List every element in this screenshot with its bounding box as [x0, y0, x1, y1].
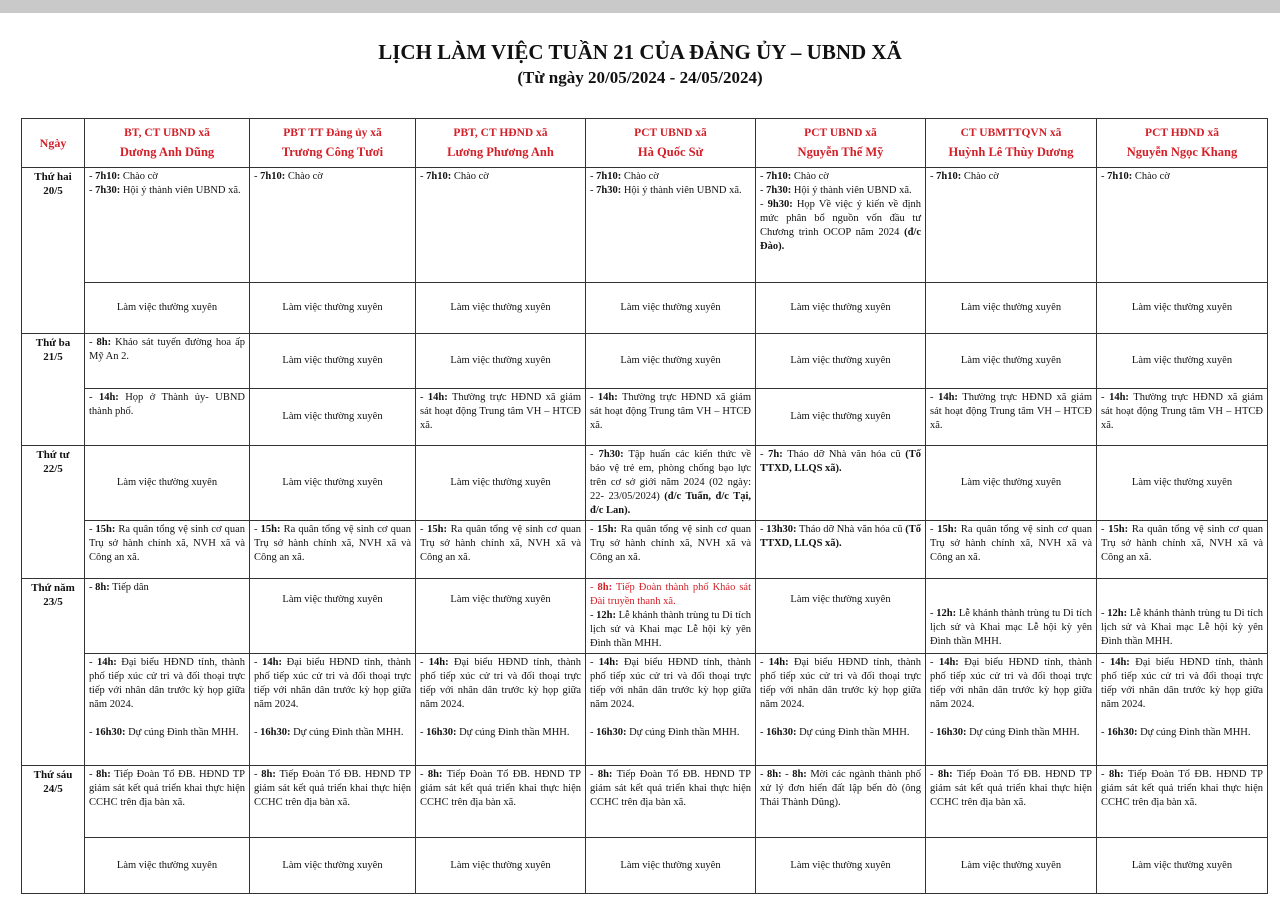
table-row	[22, 521, 1268, 579]
table-row	[22, 334, 1268, 389]
header-title: PCT UBND xã	[634, 127, 707, 139]
routine-cell: Làm việc thường xuyên	[85, 446, 250, 521]
table-row	[22, 654, 1268, 766]
routine-cell: Làm việc thường xuyên	[756, 334, 926, 389]
schedule-cell: - 13h30: Tháo dỡ Nhà văn hóa cũ (Tổ TTXD, LLQS xã).	[756, 521, 926, 579]
routine-cell: Làm việc thường xuyên	[1097, 283, 1268, 334]
header-row	[22, 119, 1268, 168]
routine-cell: Làm việc thường xuyên	[756, 579, 926, 654]
schedule-cell: - 8h: Tiếp Đoàn Tổ ĐB. HĐND TP giám sát kết quả triển khai thực hiện CCHC trên địa bàn xã.	[85, 766, 250, 838]
routine-cell: Làm việc thường xuyên	[85, 838, 250, 894]
routine-cell: Làm việc thường xuyên	[250, 838, 416, 894]
schedule-cell: - 7h10: Chào cờ	[926, 168, 1097, 283]
header-title: PBT TT Đảng ủy xã	[283, 127, 382, 139]
routine-cell: Làm việc thường xuyên	[1097, 838, 1268, 894]
header-title: PCT HĐND xã	[1145, 127, 1219, 139]
routine-cell: Làm việc thường xuyên	[1097, 334, 1268, 389]
routine-cell: Làm việc thường xuyên	[756, 389, 926, 446]
header-name: Lương Phương Anh	[447, 145, 554, 159]
routine-cell: Làm việc thường xuyên	[416, 283, 586, 334]
table-row	[22, 766, 1268, 838]
schedule-cell: - 15h: Ra quân tổng vệ sinh cơ quan Trụ sở hành chính xã, NVH xã và Công an xã.	[250, 521, 416, 579]
schedule-cell: - 12h: Lễ khánh thành trùng tu Di tích lịch sử và Khai mạc Lễ hội kỳ yên Đình thần MHH.	[1097, 579, 1268, 654]
table-row	[22, 168, 1268, 283]
routine-cell: Làm việc thường xuyên	[250, 334, 416, 389]
schedule-cell: - 7h10: Chào cờ - 7h30: Hội ý thành viên UBND xã.	[85, 168, 250, 283]
header-title: PBT, CT HĐND xã	[453, 127, 548, 139]
routine-cell: Làm việc thường xuyên	[416, 446, 586, 521]
schedule-cell: - 14h: Thường trực HĐND xã giám sát hoạt động Trung tâm VH – HTCĐ xã.	[416, 389, 586, 446]
header-name: Nguyễn Ngọc Khang	[1126, 145, 1238, 159]
schedule-cell: - 14h: Đại biểu HĐND tỉnh, thành phố tiếp xúc cử tri và đối thoại trực tiếp với nhân dân trước kỳ họp giữa năm 2024. - 16h30: Dự cúng Đình thần MHH.	[756, 654, 926, 766]
table-row	[22, 283, 1268, 334]
routine-cell: Làm việc thường xuyên	[250, 446, 416, 521]
header-name: Nguyễn Thế Mỹ	[797, 145, 884, 159]
schedule-cell: - 14h: Họp ở Thành ủy- UBND thành phố.	[85, 389, 250, 446]
header-col-1	[85, 119, 250, 168]
routine-cell: Làm việc thường xuyên	[416, 579, 586, 654]
schedule-cell: - 7h10: Chào cờ	[250, 168, 416, 283]
routine-cell: Làm việc thường xuyên	[926, 334, 1097, 389]
routine-cell: Làm việc thường xuyên	[926, 446, 1097, 521]
header-name: Huỳnh Lê Thùy Dương	[948, 145, 1074, 159]
schedule-cell: - 15h: Ra quân tổng vệ sinh cơ quan Trụ sở hành chính xã, NVH xã và Công an xã.	[586, 521, 756, 579]
routine-cell: Làm việc thường xuyên	[756, 838, 926, 894]
routine-cell: Làm việc thường xuyên	[416, 838, 586, 894]
schedule-cell: - 15h: Ra quân tổng vệ sinh cơ quan Trụ sở hành chính xã, NVH xã và Công an xã.	[1097, 521, 1268, 579]
schedule-cell: - 8h: Tiếp Đoàn Tổ ĐB. HĐND TP giám sát kết quả triển khai thực hiện CCHC trên địa bàn xã.	[1097, 766, 1268, 838]
routine-cell: Làm việc thường xuyên	[85, 283, 250, 334]
header-title: PCT UBND xã	[804, 127, 877, 139]
routine-cell: Làm việc thường xuyên	[1097, 446, 1268, 521]
day-cell: Thứ ba 21/5	[22, 334, 85, 446]
schedule-cell: - 8h: Tiếp dân	[85, 579, 250, 654]
routine-cell: Làm việc thường xuyên	[926, 283, 1097, 334]
routine-cell: Làm việc thường xuyên	[250, 389, 416, 446]
routine-cell: Làm việc thường xuyên	[416, 334, 586, 389]
schedule-cell: - 12h: Lễ khánh thành trùng tu Di tích lịch sử và Khai mạc Lễ hội kỳ yên Đình thần MHH.	[926, 579, 1097, 654]
schedule-cell: - 14h: Đại biểu HĐND tỉnh, thành phố tiếp xúc cử tri và đối thoại trực tiếp với nhân dân trước kỳ họp giữa năm 2024. - 16h30: Dự cúng Đình thần MHH.	[1097, 654, 1268, 766]
schedule-cell: - 8h: Tiếp Đoàn Tổ ĐB. HĐND TP giám sát kết quả triển khai thực hiện CCHC trên địa bàn xã.	[250, 766, 416, 838]
schedule-cell: - 14h: Thường trực HĐND xã giám sát hoạt động Trung tâm VH – HTCĐ xã.	[586, 389, 756, 446]
schedule-cell: - 14h: Đại biểu HĐND tỉnh, thành phố tiếp xúc cử tri và đối thoại trực tiếp với nhân dân trước kỳ họp giữa năm 2024. - 16h30: Dự cúng Đình thần MHH.	[586, 654, 756, 766]
page-subtitle: (Từ ngày 20/05/2024 - 24/05/2024)	[517, 68, 763, 87]
schedule-cell: - 8h: Khảo sát tuyến đường hoa ấp Mỹ An 2.	[85, 334, 250, 389]
routine-cell: Làm việc thường xuyên	[756, 283, 926, 334]
header-col-5	[756, 119, 926, 168]
day-cell: Thứ sáu 24/5	[22, 766, 85, 894]
header-col-4	[586, 119, 756, 168]
header-col-7	[1097, 119, 1268, 168]
table-row	[22, 389, 1268, 446]
header-col-3	[416, 119, 586, 168]
routine-cell: Làm việc thường xuyên	[586, 838, 756, 894]
header-name: Hà Quốc Sử	[637, 145, 704, 159]
routine-cell: Làm việc thường xuyên	[250, 579, 416, 654]
schedule-cell: - 7h10: Chào cờ - 7h30: Hội ý thành viên UBND xã. - 9h30: Họp Về việc ý kiến về định mức phân bổ nguồn vốn đầu tư Chương trình OCOP năm 2024 (đ/c Đào).	[756, 168, 926, 283]
schedule-cell: - 7h10: Chào cờ	[416, 168, 586, 283]
day-cell: Thứ tư 22/5	[22, 446, 85, 579]
header-col-6	[926, 119, 1097, 168]
schedule-cell: - 14h: Đại biểu HĐND tỉnh, thành phố tiếp xúc cử tri và đối thoại trực tiếp với nhân dân trước kỳ họp giữa năm 2024. - 16h30: Dự cúng Đình thần MHH.	[85, 654, 250, 766]
schedule-cell: - 14h: Thường trực HĐND xã giám sát hoạt động Trung tâm VH – HTCĐ xã.	[926, 389, 1097, 446]
schedule-table	[21, 118, 1268, 894]
schedule-cell: - 14h: Đại biểu HĐND tỉnh, thành phố tiếp xúc cử tri và đối thoại trực tiếp với nhân dân trước kỳ họp giữa năm 2024. - 16h30: Dự cúng Đình thần MHH.	[926, 654, 1097, 766]
header-title: CT UBMTTQVN xã	[960, 127, 1062, 139]
schedule-cell: - 15h: Ra quân tổng vệ sinh cơ quan Trụ sở hành chính xã, NVH xã và Công an xã.	[85, 521, 250, 579]
schedule-cell: - 14h: Thường trực HĐND xã giám sát hoạt động Trung tâm VH – HTCĐ xã.	[1097, 389, 1268, 446]
schedule-cell: - 8h: Tiếp Đoàn Tổ ĐB. HĐND TP giám sát kết quả triển khai thực hiện CCHC trên địa bàn xã.	[416, 766, 586, 838]
table-row	[22, 579, 1268, 654]
schedule-cell: - 8h: - 8h: Mời các ngành thành phố xử lý đơn hiến đất lập bến đò (ông Thái Thành Dũng).	[756, 766, 926, 838]
day-cell: Thứ năm 23/5	[22, 579, 85, 766]
schedule-cell: - 7h30: Tập huấn các kiến thức về bảo vệ trẻ em, phòng chống bạo lực trên cơ sở giới năm 2024 (02 ngày: 22- 23/05/2024) (đ/c Tuấn, đ/c Tại, đ/c Lan).	[586, 446, 756, 521]
header-day: Ngày	[22, 119, 85, 168]
schedule-cell: - 14h: Đại biểu HĐND tỉnh, thành phố tiếp xúc cử tri và đối thoại trực tiếp với nhân dân trước kỳ họp giữa năm 2024. - 16h30: Dự cúng Đình thần MHH.	[416, 654, 586, 766]
schedule-cell: - 14h: Đại biểu HĐND tỉnh, thành phố tiếp xúc cử tri và đối thoại trực tiếp với nhân dân trước kỳ họp giữa năm 2024. - 16h30: Dự cúng Đình thần MHH.	[250, 654, 416, 766]
routine-cell: Làm việc thường xuyên	[926, 838, 1097, 894]
schedule-cell: - 15h: Ra quân tổng vệ sinh cơ quan Trụ sở hành chính xã, NVH xã và Công an xã.	[416, 521, 586, 579]
schedule-cell: - 8h: Tiếp Đoàn Tổ ĐB. HĐND TP giám sát kết quả triển khai thực hiện CCHC trên địa bàn xã.	[926, 766, 1097, 838]
schedule-cell: - 8h: Tiếp Đoàn thành phố Khảo sát Đài truyền thanh xã. - 12h: Lễ khánh thành trùng tu Di tích lịch sử và Khai mạc Lễ hội kỳ yên Đình thần MHH.	[586, 579, 756, 654]
header-title: BT, CT UBND xã	[124, 127, 210, 139]
schedule-cell: - 8h: Tiếp Đoàn Tổ ĐB. HĐND TP giám sát kết quả triển khai thực hiện CCHC trên địa bàn xã.	[586, 766, 756, 838]
schedule-cell: - 7h: Tháo dỡ Nhà văn hóa cũ (Tổ TTXD, LLQS xã).	[756, 446, 926, 521]
day-cell: Thứ hai 20/5	[22, 168, 85, 334]
schedule-cell: - 15h: Ra quân tổng vệ sinh cơ quan Trụ sở hành chính xã, NVH xã và Công an xã.	[926, 521, 1097, 579]
table-row	[22, 446, 1268, 521]
header-name: Trương Công Tươi	[281, 145, 384, 159]
header-col-2	[250, 119, 416, 168]
routine-cell: Làm việc thường xuyên	[586, 334, 756, 389]
table-row	[22, 838, 1268, 894]
routine-cell: Làm việc thường xuyên	[586, 283, 756, 334]
schedule-cell: - 7h10: Chào cờ - 7h30: Hội ý thành viên UBND xã.	[586, 168, 756, 283]
header-name: Dương Anh Dũng	[119, 145, 215, 159]
routine-cell: Làm việc thường xuyên	[250, 283, 416, 334]
page-title: LỊCH LÀM VIỆC TUẦN 21 CỦA ĐẢNG ỦY – UBND XÃ	[378, 40, 902, 64]
window-top-bar	[0, 0, 1280, 13]
schedule-cell: - 7h10: Chào cờ	[1097, 168, 1268, 283]
